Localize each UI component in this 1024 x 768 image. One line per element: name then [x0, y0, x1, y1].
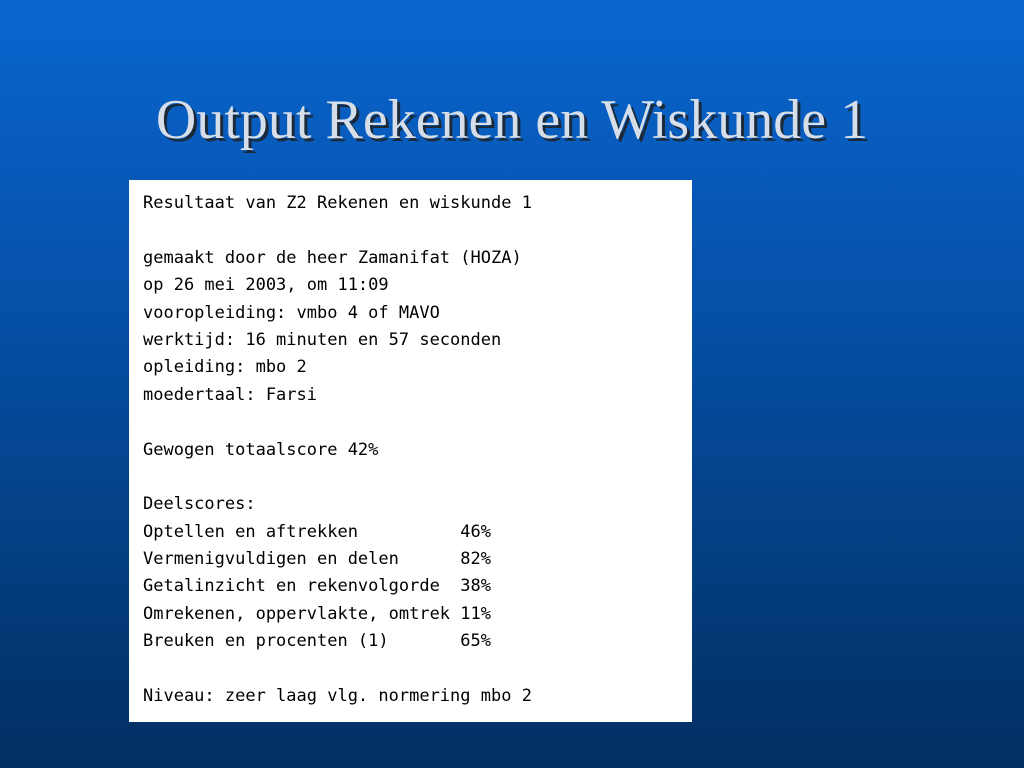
- output-line-blank: [143, 409, 692, 436]
- output-line-prior-education: vooropleiding: vmbo 4 of MAVO: [143, 302, 440, 323]
- output-line-total-score: Gewogen totaalscore 42%: [143, 439, 379, 460]
- output-line-result-title: Resultaat van Z2 Rekenen en wiskunde 1: [143, 193, 532, 213]
- output-line-level: Niveau: zeer laag vlg. normering mbo 2: [143, 686, 532, 707]
- output-line-blank: [143, 217, 692, 244]
- output-line-subscore-fractions: Breuken en procenten (1) 65%: [143, 631, 491, 652]
- output-line-blank: [143, 464, 692, 491]
- output-line-education: opleiding: mbo 2: [143, 357, 307, 378]
- output-panel: [129, 180, 692, 722]
- slide-title: Output Rekenen en Wiskunde 1: [155, 89, 869, 151]
- output-line-mother-tongue: moedertaal: Farsi: [143, 384, 317, 405]
- output-line-made-by: gemaakt door de heer Zamanifat (HOZA): [143, 247, 522, 268]
- output-line-work-time: werktijd: 16 minuten en 57 seconden: [143, 329, 502, 350]
- output-line-subscore-multiplication: Vermenigvuldigen en delen 82%: [143, 549, 491, 570]
- output-line-date: op 26 mei 2003, om 11:09: [143, 275, 389, 296]
- output-line-subscore-conversion: Omrekenen, oppervlakte, omtrek 11%: [143, 603, 491, 624]
- output-line-subscores-heading: Deelscores:: [143, 494, 256, 515]
- output-line-subscore-addition: Optellen en aftrekken 46%: [143, 521, 491, 542]
- output-line-blank: [143, 656, 692, 683]
- output-line-subscore-number-sense: Getalinzicht en rekenvolgorde 38%: [143, 576, 491, 597]
